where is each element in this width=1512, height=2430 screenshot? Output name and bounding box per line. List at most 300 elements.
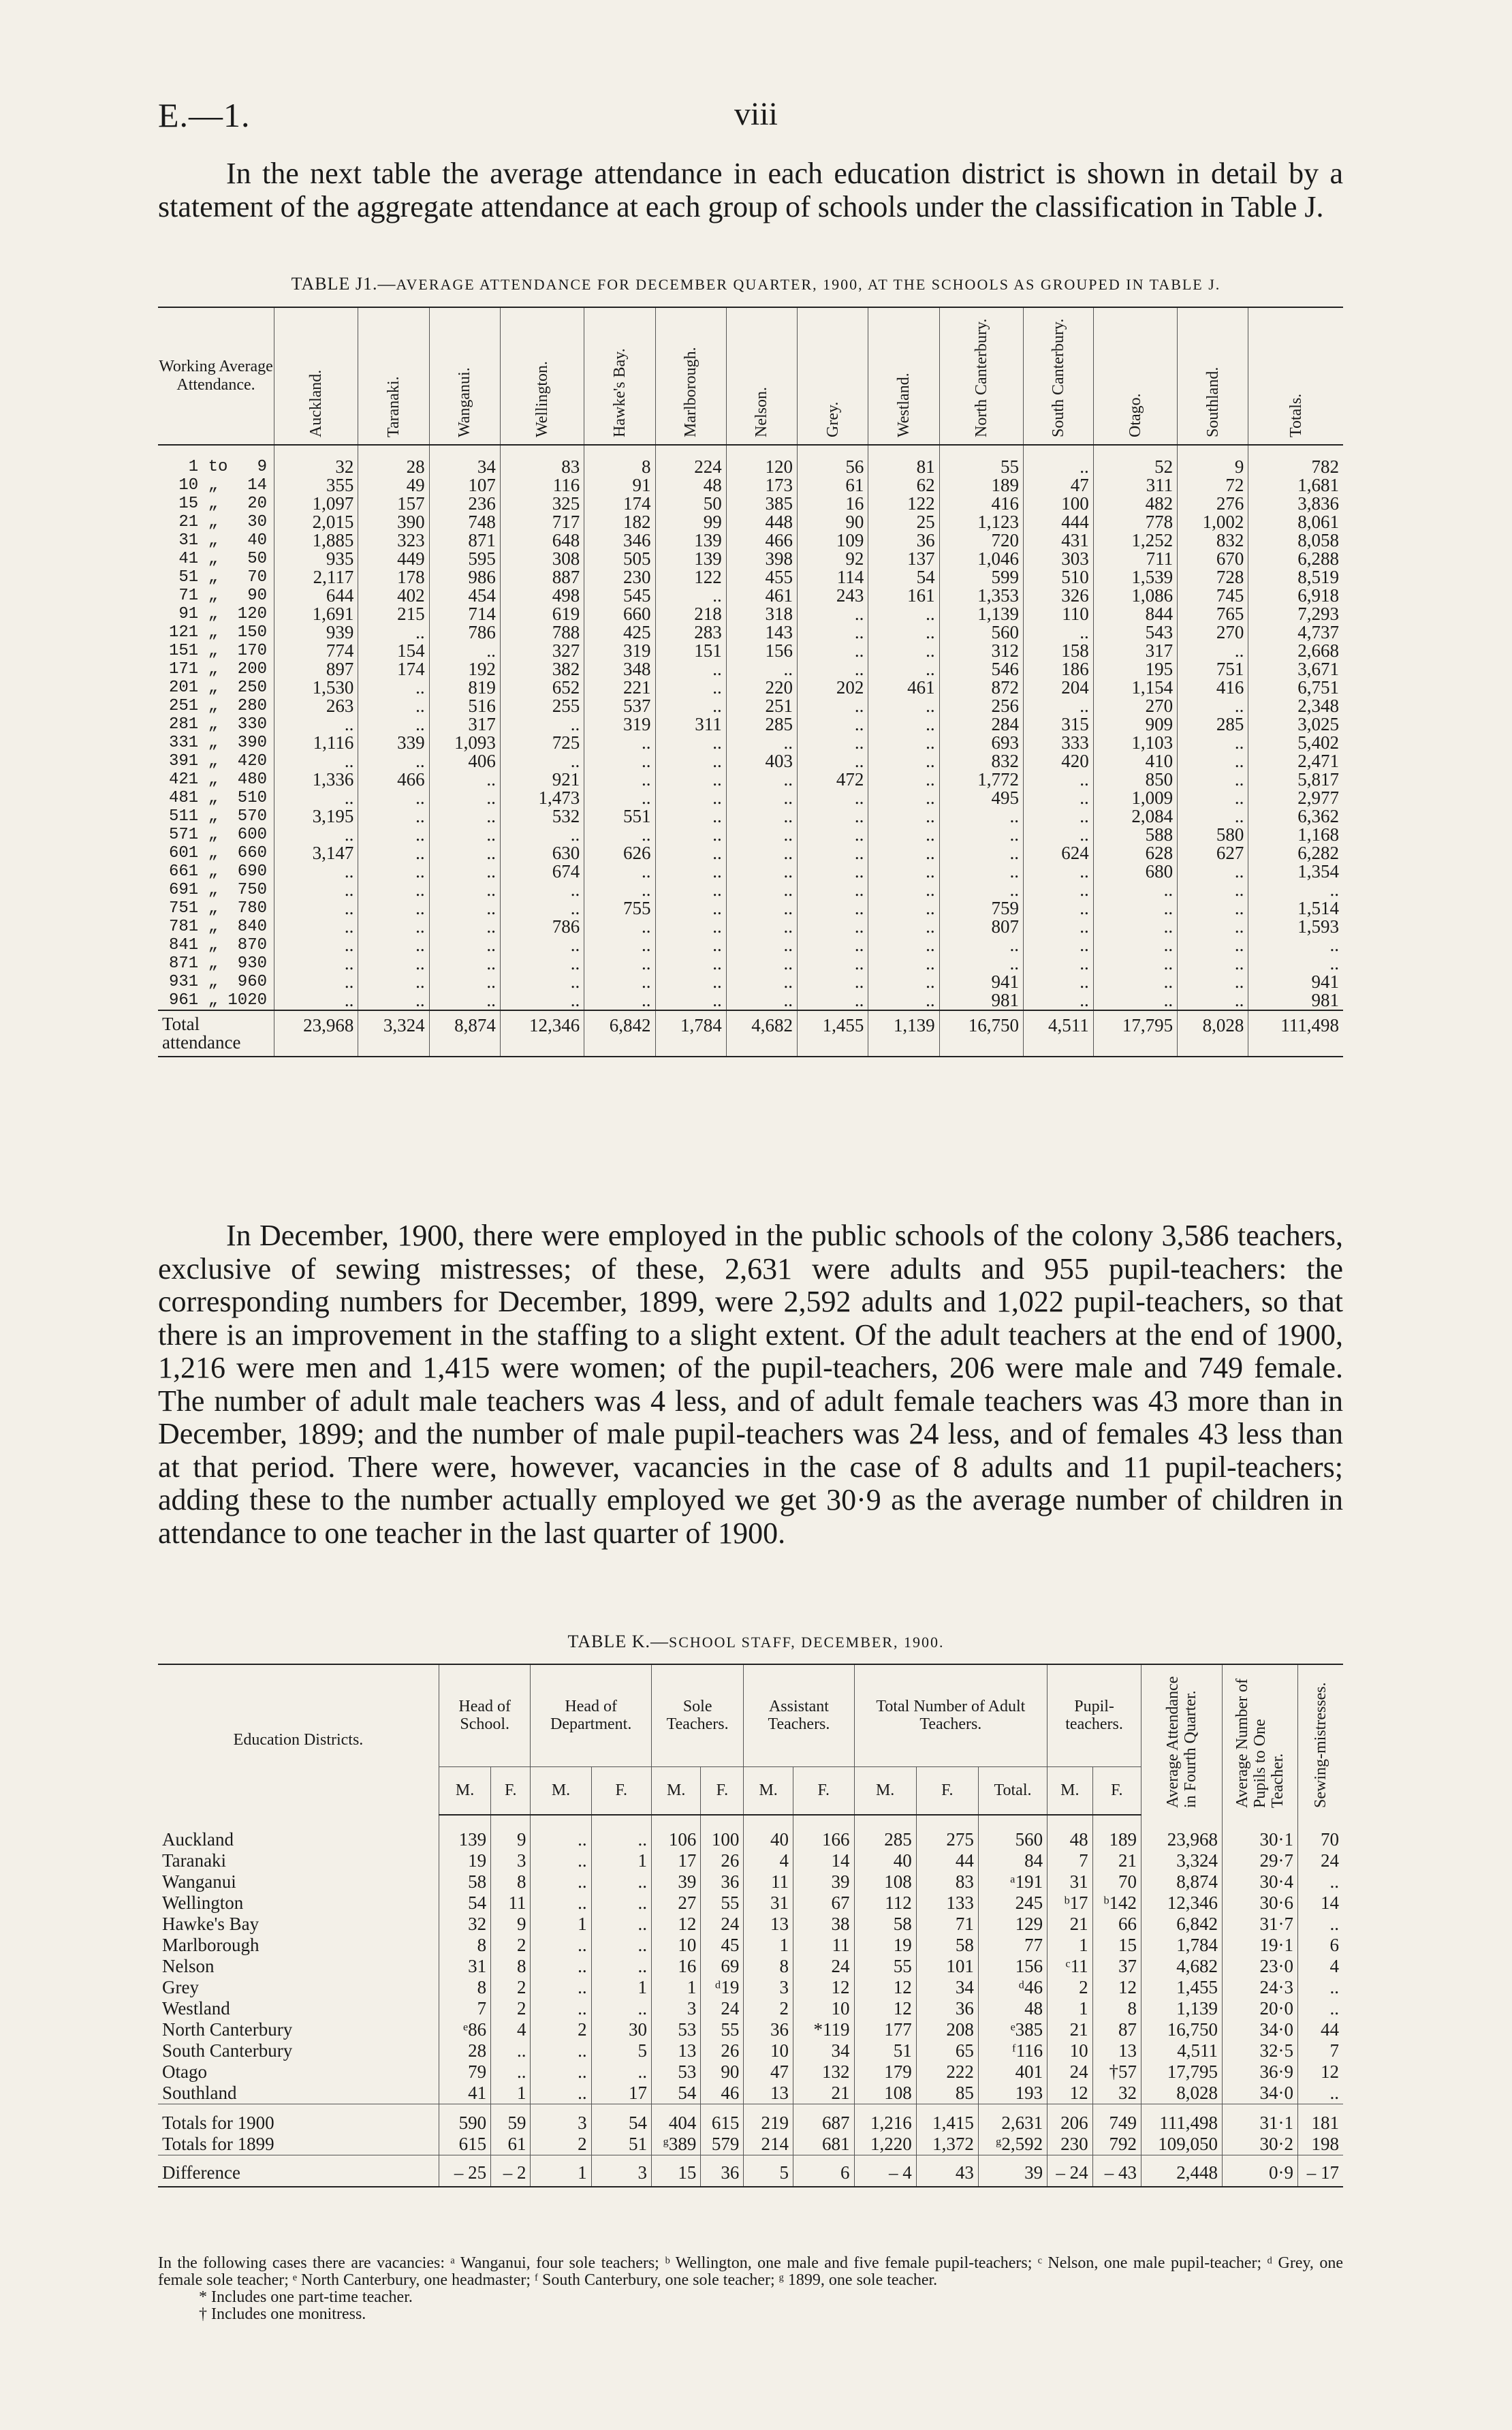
table-j1-cell: 765 [1178, 605, 1248, 623]
table-j1-cell: 311 [655, 715, 726, 734]
table-j1-cell: .. [868, 826, 939, 844]
table-j1-cell: 2,977 [1248, 789, 1343, 807]
table-k-cell: 9 [491, 1815, 531, 1850]
table-k-cell: 19 [854, 1935, 916, 1956]
table-k-cell: 32·5 [1223, 2040, 1298, 2061]
table-k-cell: 70 [1298, 1815, 1344, 1850]
attendance-range: 41 „ 50 [168, 550, 267, 568]
table-k-cell: 590 [439, 2104, 491, 2134]
table-k-cell: 108 [854, 1871, 916, 1892]
table-j1-cell: .. [1093, 936, 1177, 954]
table-k-cell: 3 [591, 2155, 651, 2187]
table-k-cell: 44 [1298, 2019, 1344, 2040]
table-j1-cell: 215 [358, 605, 429, 623]
table-k-cell: 24 [701, 1914, 744, 1935]
table-j1-total-cell: 6,842 [584, 1010, 655, 1057]
table-k-cell: 34·0 [1223, 2083, 1298, 2104]
table-k-cell: .. [531, 1850, 591, 1871]
table-j1-cell: 312 [939, 642, 1023, 660]
table-j1-cell: .. [798, 660, 868, 679]
table-k-cell: .. [531, 1935, 591, 1956]
table-j1-cell: .. [798, 789, 868, 807]
table-j1-cell: .. [1023, 789, 1093, 807]
table-j1-cell: 317 [1093, 642, 1177, 660]
table-k-cell: .. [591, 1815, 651, 1850]
table-j1-cell: 174 [584, 495, 655, 513]
table-j1-cell: 83 [500, 445, 584, 476]
table-k-cell: .. [531, 1998, 591, 2019]
table-j1-cell: 339 [358, 734, 429, 752]
table-j1-cell: 545 [584, 587, 655, 605]
table-j1-cell: 382 [500, 660, 584, 679]
table-k-cell: – 43 [1092, 2155, 1141, 2187]
attendance-range: 171 „ 200 [168, 660, 267, 679]
table-k-cell: .. [1298, 1977, 1344, 1998]
table-k-cell: 65 [916, 2040, 978, 2061]
table-k-cell: 36 [701, 1871, 744, 1892]
table-k-row [158, 2083, 1343, 2104]
table-k-cell: 48 [978, 1998, 1047, 2019]
table-j1-cell: 173 [726, 476, 797, 495]
table-j1-cell: .. [655, 697, 726, 715]
table-j1-cell: .. [868, 715, 939, 734]
table-j1-cell: .. [655, 752, 726, 770]
table-j1-cell: .. [429, 881, 500, 899]
table-j1-cell: .. [655, 881, 726, 899]
group-sole-teachers: Sole Teachers. [651, 1664, 743, 1766]
table-k-cell: 133 [916, 1892, 978, 1914]
table-k-cell: 222 [916, 2061, 978, 2083]
table-j1-cell: 221 [584, 679, 655, 697]
table-j1-row [158, 715, 1343, 734]
table-j1-cell: 318 [726, 605, 797, 623]
table-j1-cell: .. [1023, 881, 1093, 899]
table-k-cell: 1 [531, 1914, 591, 1935]
table-k-cell: 1,455 [1141, 1977, 1223, 1998]
table-j1-cell: 263 [274, 697, 358, 715]
table-j1-cell: 3,195 [274, 807, 358, 826]
table-k-row [158, 1956, 1343, 1977]
district-name: North Canterbury [162, 2019, 293, 2040]
table-k-caption-title: SCHOOL STAFF, DECEMBER, 1900. [668, 1634, 945, 1651]
table-j1-cell: 2,117 [274, 568, 358, 587]
table-j1-cell: 2,348 [1248, 697, 1343, 715]
table-k-cell: 54 [591, 2104, 651, 2134]
table-k-cell: 100 [701, 1815, 744, 1850]
table-k-cell: 4,682 [1141, 1956, 1223, 1977]
table-j1-cell: 385 [726, 495, 797, 513]
table-k-cell: 58 [854, 1914, 916, 1935]
table-j1-cell: 285 [1178, 715, 1248, 734]
table-k-cell: 53 [651, 2061, 700, 2083]
table-j1-cell: 34 [429, 445, 500, 476]
table-j1-cell: 410 [1093, 752, 1177, 770]
table-j1-cell: .. [358, 623, 429, 642]
table-j1-cell: .. [868, 752, 939, 770]
attendance-range: 15 „ 20 [168, 495, 267, 513]
table-k-cell: 55 [854, 1956, 916, 1977]
table-j1-cell: .. [1178, 862, 1248, 881]
table-k-cell: 12 [854, 1998, 916, 2019]
table-j1-cell: .. [726, 844, 797, 862]
table-j1-cell: 1,002 [1178, 513, 1248, 531]
header-sewing-mistresses-text: Sewing-mistresses. [1312, 1682, 1329, 1808]
table-j1-row [158, 660, 1343, 679]
table-j1-cell: .. [500, 936, 584, 954]
table-j1-cell: 28 [358, 445, 429, 476]
district-name: Marlborough [162, 1935, 259, 1955]
table-j1-cell: 218 [655, 605, 726, 623]
table-j1-cell: .. [939, 826, 1023, 844]
table-k-cell: ᵃ191 [978, 1871, 1047, 1892]
table-j1-cell: 628 [1093, 844, 1177, 862]
table-j1-cell: 243 [798, 587, 868, 605]
table-j1-cell: 189 [939, 476, 1023, 495]
table-k-cell: 401 [978, 2061, 1047, 2083]
table-k-cell: 2 [491, 1977, 531, 1998]
table-j1-cell: .. [500, 826, 584, 844]
intro-paragraph-text: In the next table the average attendance in each education district is shown in detail by a statement of the aggregate attendance at each group of schools under the classification in Table J. [158, 157, 1343, 223]
table-j1-row [158, 734, 1343, 752]
attendance-range: 481 „ 510 [168, 789, 267, 807]
table-k-cell: .. [591, 1892, 651, 1914]
table-j1-cell: 36 [868, 531, 939, 550]
table-j1-cell: .. [358, 954, 429, 973]
table-k-cell: 208 [916, 2019, 978, 2040]
table-k-cell: 4 [1298, 1956, 1344, 1977]
table-j1-cell: .. [726, 862, 797, 881]
table-j1-cell: 25 [868, 513, 939, 531]
header-average-attendance [1141, 1664, 1223, 1815]
table-j1-cell: 224 [655, 445, 726, 476]
table-j1-cell: 202 [798, 679, 868, 697]
table-k-body [158, 1815, 1343, 2187]
table-k-row [158, 1998, 1343, 2019]
table-j1-cell: .. [1178, 789, 1248, 807]
table-k-cell: 12 [1048, 2083, 1092, 2104]
table-k-cell: 37 [1092, 1956, 1141, 1977]
table-k-cell: 11 [744, 1871, 793, 1892]
table-j1-cell: 6,918 [1248, 587, 1343, 605]
table-j1-cell: 390 [358, 513, 429, 531]
sub-header-m: M. [651, 1766, 700, 1815]
attendance-range: 421 „ 480 [168, 770, 267, 789]
table-k-cell: 46 [701, 2083, 744, 2104]
table-k-cell: 32 [439, 1914, 491, 1935]
table-j1-cell: .. [584, 918, 655, 936]
table-j1-cell: 92 [798, 550, 868, 568]
table-j1-cell: 90 [798, 513, 868, 531]
table-j1-cell: 48 [655, 476, 726, 495]
table-j1-cell: 4,737 [1248, 623, 1343, 642]
table-j1-cell: 3,671 [1248, 660, 1343, 679]
table-k-cell: 681 [793, 2134, 854, 2155]
table-k-row [158, 1815, 1343, 1850]
table-j1-cell: .. [868, 642, 939, 660]
table-j1-cell: 2,015 [274, 513, 358, 531]
table-k-cell: 560 [978, 1815, 1047, 1850]
table-j1-cell: 1,539 [1093, 568, 1177, 587]
table-j1-column-header-text: South Canterbury. [1049, 318, 1067, 437]
table-j1-cell: 1,168 [1248, 826, 1343, 844]
table-j1-cell: 402 [358, 587, 429, 605]
table-j1-cell: 588 [1093, 826, 1177, 844]
table-j1-cell: 323 [358, 531, 429, 550]
table-k-cell: 77 [978, 1935, 1047, 1956]
attendance-range: 841 „ 870 [168, 936, 267, 954]
table-j1-total-cell: 4,511 [1023, 1010, 1093, 1057]
table-j1-cell: 1,353 [939, 587, 1023, 605]
table-j1-cell: .. [655, 587, 726, 605]
table-j1-cell: 7,293 [1248, 605, 1343, 623]
table-j1-row [158, 752, 1343, 770]
table-j1-cell: 1,154 [1093, 679, 1177, 697]
table-j1-cell: .. [429, 642, 500, 660]
table-j1-row [158, 918, 1343, 936]
table-k-cell: 2 [1048, 1977, 1092, 1998]
table-j1-column-header-text: Totals. [1287, 393, 1305, 437]
table-k-cell: 198 [1298, 2134, 1344, 2155]
table-j1-cell: .. [798, 715, 868, 734]
table-j1-cell: .. [1023, 807, 1093, 826]
table-k-cell: ᵉ385 [978, 2019, 1047, 2040]
table-j1-cell: 2,668 [1248, 642, 1343, 660]
sub-header-total: Total. [978, 1766, 1047, 1815]
table-j1-column-header [358, 307, 429, 445]
sub-header-f: F. [491, 1766, 531, 1815]
table-j1-cell: .. [868, 844, 939, 862]
table-j1-cell: .. [798, 605, 868, 623]
table-j1-cell: .. [798, 826, 868, 844]
table-j1-cell: 1,691 [274, 605, 358, 623]
table-k-cell: 2 [491, 1935, 531, 1956]
table-k-cell: 36 [916, 1998, 978, 2019]
table-j1-cell: .. [274, 881, 358, 899]
table-j1-cell: .. [1178, 752, 1248, 770]
table-j1-cell: 416 [1178, 679, 1248, 697]
table-k-cell: 3 [651, 1998, 700, 2019]
table-j1-cell: 466 [358, 770, 429, 789]
table-j1-cell: .. [1093, 954, 1177, 973]
table-j1-cell: 1,046 [939, 550, 1023, 568]
table-j1-row [158, 642, 1343, 660]
table-k-cell: 8 [1092, 1998, 1141, 2019]
table-k-cell: 404 [651, 2104, 700, 2134]
table-k-cell: 1,220 [854, 2134, 916, 2155]
table-j1-cell: .. [1093, 991, 1177, 1010]
table-j1-cell: 303 [1023, 550, 1093, 568]
table-j1-cell: .. [726, 734, 797, 752]
table-j1-cell: .. [939, 807, 1023, 826]
table-k-cell: 139 [439, 1815, 491, 1850]
table-j1-cell: 327 [500, 642, 584, 660]
table-j1-cell: .. [358, 807, 429, 826]
attendance-range: 661 „ 690 [168, 862, 267, 881]
table-j1-cell: 897 [274, 660, 358, 679]
district-name: Taranaki [162, 1850, 227, 1871]
sub-header-f: F. [591, 1766, 651, 1815]
table-k-cell: .. [531, 1956, 591, 1977]
attendance-range: 121 „ 150 [168, 623, 267, 642]
attendance-range: 601 „ 660 [168, 844, 267, 862]
table-k-cell: 12 [1298, 2061, 1344, 2083]
table-j1-cell: 192 [429, 660, 500, 679]
table-j1-cell: .. [584, 770, 655, 789]
table-k-cell: 8 [491, 1956, 531, 1977]
group-pupil-teachers: Pupil-teachers. [1048, 1664, 1141, 1766]
table-k-cell: 61 [491, 2134, 531, 2155]
table-j1-cell: .. [798, 642, 868, 660]
table-j1-row [158, 844, 1343, 862]
table-j1-cell: 270 [1093, 697, 1177, 715]
table-j1-cell: .. [798, 623, 868, 642]
table-j1-row [158, 862, 1343, 881]
table-j1-cell: .. [584, 752, 655, 770]
table-j1-cell: .. [655, 936, 726, 954]
table-j1-cell: .. [868, 807, 939, 826]
table-k-cell: .. [1298, 1871, 1344, 1892]
table-j1-cell: 270 [1178, 623, 1248, 642]
table-j1-cell: 444 [1023, 513, 1093, 531]
table-j1-cell: .. [358, 715, 429, 734]
table-k-cell: 21 [1048, 2019, 1092, 2040]
table-k-cell: 79 [439, 2061, 491, 2083]
table-j1-cell: 50 [655, 495, 726, 513]
table-k-cell: 47 [744, 2061, 793, 2083]
table-k-cell: 245 [978, 1892, 1047, 1914]
table-j1-cell: 1,103 [1093, 734, 1177, 752]
footnote-vacancies: In the following cases there are vacancies: ᵃ Wanganui, four sole teachers; ᵇ Wellington, one male and five female pupil-teachers; ᶜ Nelson, one male pupil-teacher; ᵈ Grey, one female sole teacher; ᵉ North Canterbury, one headmaster; ᶠ South Canterbury, one sole teacher; ᵍ 1899, one sole teacher. [158, 2254, 1343, 2289]
table-k-cell: 13 [1092, 2040, 1141, 2061]
table-j1-cell: .. [358, 899, 429, 918]
group-total-adult-teachers: Total Number of Adult Teachers. [854, 1664, 1048, 1766]
table-k-cell: 189 [1092, 1815, 1141, 1850]
table-j1-cell: .. [726, 770, 797, 789]
table-j1-cell: 941 [1248, 973, 1343, 991]
table-k-cell: 34 [916, 1977, 978, 1998]
table-j1-body [158, 445, 1343, 1010]
table-j1-column-header [274, 307, 358, 445]
table-k-cell: 17 [651, 1850, 700, 1871]
table-k-cell: 1 [591, 1977, 651, 1998]
table-j1-cell: 139 [655, 550, 726, 568]
table-j1-cell: .. [1023, 862, 1093, 881]
table-k-cell: 5 [591, 2040, 651, 2061]
table-j1-cell: .. [429, 936, 500, 954]
table-k-cell: *119 [793, 2019, 854, 2040]
table-j1-cell: .. [1248, 936, 1343, 954]
table-j1-cell: 546 [939, 660, 1023, 679]
table-j1-cell: .. [939, 862, 1023, 881]
table-j1-cell: 139 [655, 531, 726, 550]
table-k-cell: 51 [854, 2040, 916, 2061]
table-j1-row [158, 623, 1343, 642]
footnote-part-time: * Includes one part-time teacher. [199, 2288, 413, 2306]
table-j1-cell: .. [726, 973, 797, 991]
table-j1-cell: .. [655, 954, 726, 973]
table-k-cell: 101 [916, 1956, 978, 1977]
table-j1-cell: .. [798, 881, 868, 899]
table-j1-cell: 122 [655, 568, 726, 587]
district-name: Difference [158, 2155, 439, 2187]
table-k-cell: .. [491, 2040, 531, 2061]
table-j1-cell: 1,097 [274, 495, 358, 513]
table-j1-cell: .. [726, 660, 797, 679]
table-j1-row [158, 587, 1343, 605]
table-j1-row [158, 605, 1343, 623]
table-j1-cell: 1,093 [429, 734, 500, 752]
table-j1-cell: 786 [429, 623, 500, 642]
table-j1-cell: .. [798, 844, 868, 862]
table-j1-cell: 61 [798, 476, 868, 495]
table-k-cell: ᵈ46 [978, 1977, 1047, 1998]
table-j1-cell: 455 [726, 568, 797, 587]
table-k-cell: – 17 [1298, 2155, 1344, 2187]
table-j1-cell: .. [1023, 936, 1093, 954]
table-j1-cell: 674 [500, 862, 584, 881]
table-j1-cell: .. [584, 936, 655, 954]
table-k-cell: 31·7 [1223, 1914, 1298, 1935]
table-j1-cell: .. [1178, 807, 1248, 826]
table-j1-cell: 317 [429, 715, 500, 734]
district-name: Grey [162, 1977, 199, 1997]
table-j1-cell: .. [584, 973, 655, 991]
attendance-range: 961 „ 1020 [168, 991, 267, 1010]
table-j1-cell: 786 [500, 918, 584, 936]
table-k-cell: 2,631 [978, 2104, 1047, 2134]
table-j1-cell: .. [500, 752, 584, 770]
table-j1-cell: 6,362 [1248, 807, 1343, 826]
table-j1-cell: .. [868, 623, 939, 642]
table-k-cell: ᶜ11 [1048, 1956, 1092, 1977]
table-k-cell: 31 [1048, 1871, 1092, 1892]
table-j1-cell: 406 [429, 752, 500, 770]
table-k-cell: ᵍ2,592 [978, 2134, 1047, 2155]
table-k-cell: 7 [439, 1998, 491, 2019]
table-k-cell: 1 [491, 2083, 531, 2104]
table-j1-cell: .. [1248, 954, 1343, 973]
table-j1-cell: .. [868, 936, 939, 954]
table-k-cell: 6 [793, 2155, 854, 2187]
table-j1-cell: 454 [429, 587, 500, 605]
table-j1-cell: .. [584, 862, 655, 881]
table-j1-cell: .. [868, 734, 939, 752]
table-k-cell: 31·1 [1223, 2104, 1298, 2134]
table-j1-column-header-text: Auckland. [307, 369, 326, 437]
table-j1-cell: 532 [500, 807, 584, 826]
table-k-cell: – 25 [439, 2155, 491, 2187]
table-k-cell: 8,028 [1141, 2083, 1223, 2104]
table-k-cell: .. [591, 1935, 651, 1956]
table-j1-cell: 449 [358, 550, 429, 568]
table-k-cell: 83 [916, 1871, 978, 1892]
table-k-cell: 34 [793, 2040, 854, 2061]
table-k-cell: 45 [701, 1935, 744, 1956]
table-j1-cell: 283 [655, 623, 726, 642]
table-k-cell: 84 [978, 1850, 1047, 1871]
table-j1-cell: .. [655, 844, 726, 862]
table-j1-cell: 174 [358, 660, 429, 679]
table-j1-cell: 311 [1093, 476, 1177, 495]
table-k-cell: 24 [1048, 2061, 1092, 2083]
table-k-cell: 13 [744, 2083, 793, 2104]
page-number: viii [734, 96, 778, 132]
table-k-cell: 71 [916, 1914, 978, 1935]
header-sewing-mistresses [1298, 1664, 1344, 1815]
table-j1-column-header [1093, 307, 1177, 445]
table-j1-cell: .. [274, 899, 358, 918]
table-j1-column-header [655, 307, 726, 445]
